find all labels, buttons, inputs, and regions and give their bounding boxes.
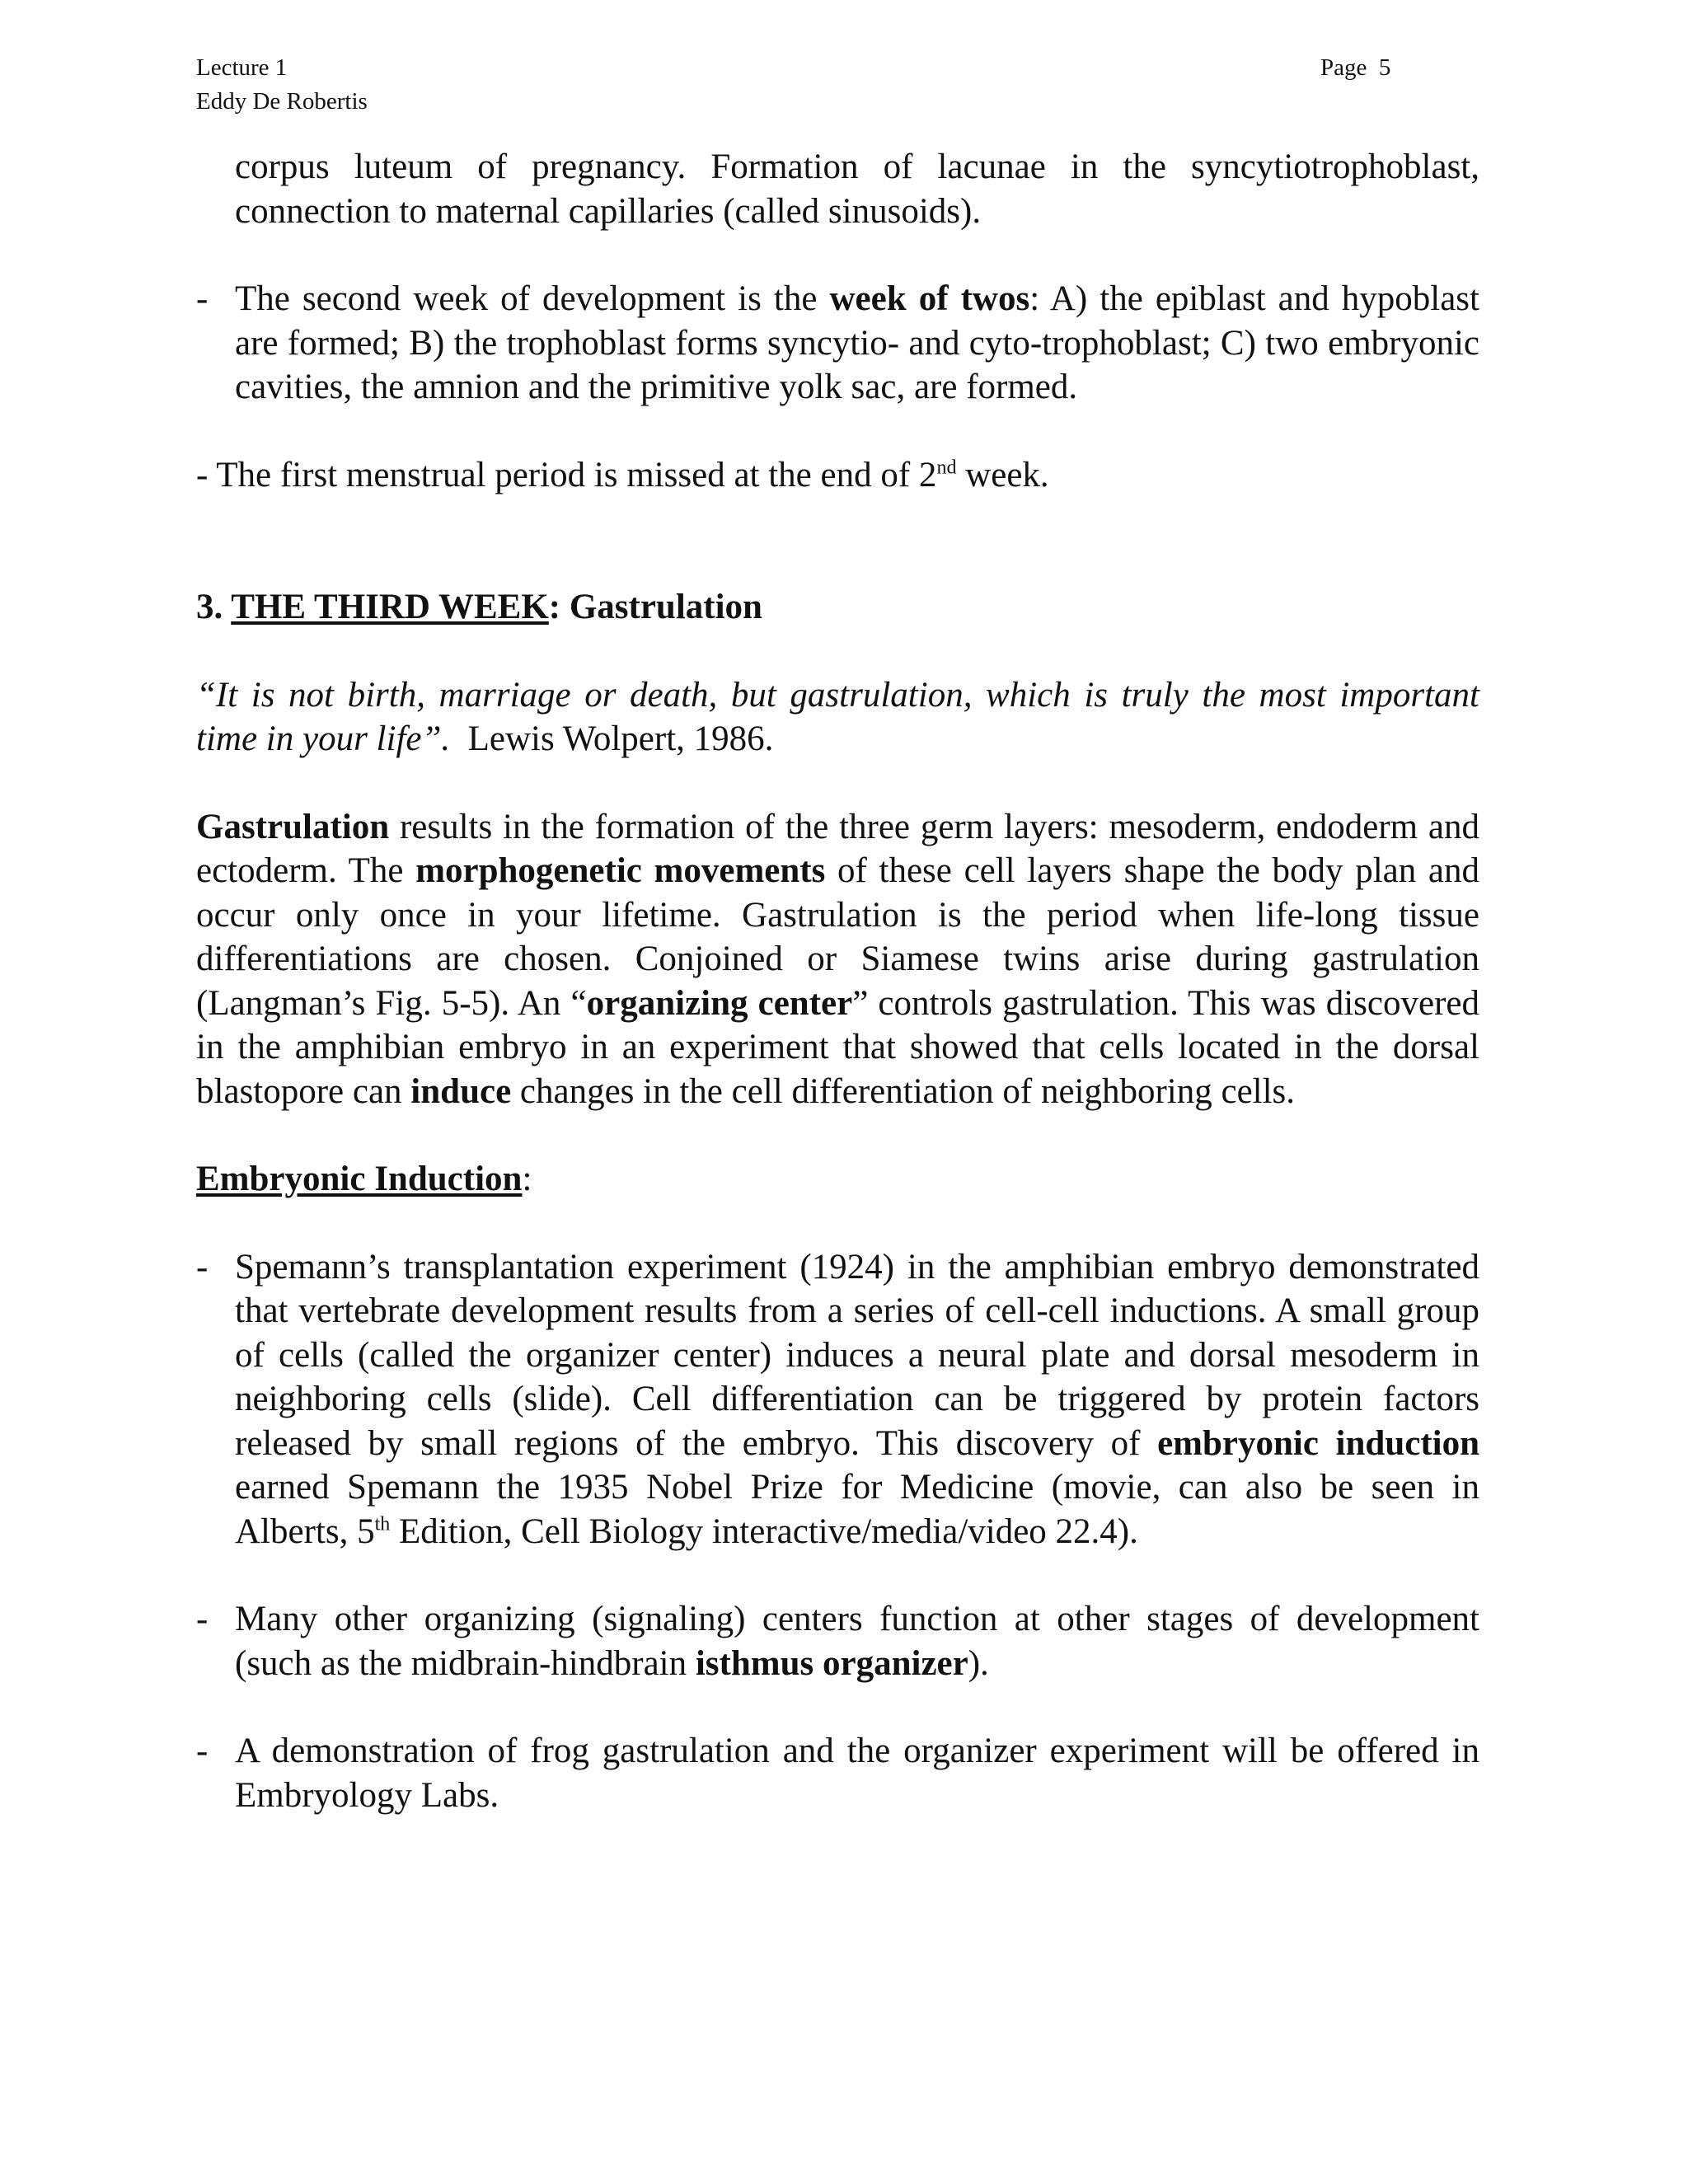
page-body [196, 145, 1479, 1817]
bullet-dash: - [196, 1600, 209, 1638]
bullet-dash: - [196, 1247, 209, 1286]
page-header-left [196, 51, 368, 119]
continuation-paragraph [196, 145, 1479, 233]
page-number: Page 5 [1320, 54, 1391, 81]
organizing-centers-item: - Many other organizing (signaling) centers function at other stages of development (such as the midbrain-hindbrain isthmus organizer). [196, 1597, 1479, 1685]
quote-text: “It is not birth, marriage or death, but gastrulation, which is truly the most important time in your life”. [196, 675, 1479, 758]
bullet-dash: - [196, 279, 209, 318]
embryonic-induction-heading: Embryonic Induction: [196, 1160, 532, 1198]
week-of-twos: week of twos [829, 279, 1030, 318]
second-week-item: - The second week of development is the week of twos: A) the epiblast and hypoblast are formed; B) the trophoblast forms syncytio- and cyto-trophoblast; C) two embryonic cavities, the amnion and the primitive yolk sac, are formed. [196, 277, 1479, 410]
spemann-item: - Spemann’s transplantation experiment (1924) in the amphibian embryo demonstrated that vertebrate development results from a series of cell-cell inductions. A small group of cells (called the organizer center) induces a neural plate and dorsal mesoderm in neighboring cells (slide). Cell differentiation can be triggered by protein factors released by small regions of the embryo. This discovery of embryonic induction earned Spemann the 1935 Nobel Prize for Medicine (movie, can also be seen in Alberts, 5th Edition, Cell Biology interactive/media/video 22.4). [196, 1245, 1479, 1554]
quote-attribution: Lewis Wolpert, 1986. [450, 719, 774, 758]
lecture-label: Lecture 1 [196, 54, 288, 81]
gastrulation-paragraph: Gastrulation results in the formation of the three germ layers: mesoderm, endoderm and ectoderm. The morphogenetic movements of these cell layers shape the body plan and occur only once in your lifetime. Gastrulation is the period when life-long tissue differentiations are chosen. Conjoined or Siamese twins arise during gastrulation (Langman’s Fig. 5-5). An “organizing center” controls gastrulation. This was discovered in the amphibian embryo in an experiment that showed that cells located in the dorsal blastopore can induce changes in the cell differentiation of neighboring cells. [196, 807, 1479, 1111]
superscript-nd: nd [936, 457, 957, 479]
lab-demo-item: - A demonstration of frog gastrulation and the organizer experiment will be offered in Embryology Labs. [196, 1729, 1479, 1817]
author-name: Eddy De Robertis [196, 88, 368, 115]
third-week-title: THE THIRD WEEK [231, 588, 549, 626]
continuation-line-2: connection to maternal capillaries (called sinusoids). [235, 191, 982, 231]
continuation-line-1: corpus luteum of pregnancy. Formation of lacunae in the syncytiotrophoblast, [235, 148, 1479, 186]
bullet-dash: - [196, 1732, 209, 1770]
section-heading-third-week: 3. THE THIRD WEEK: Gastrulation [196, 588, 762, 626]
menstrual-note: - The first menstrual period is missed at the end of 2nd week. [196, 455, 1049, 494]
superscript-th: th [374, 1513, 391, 1535]
wolpert-quote [196, 673, 1479, 762]
